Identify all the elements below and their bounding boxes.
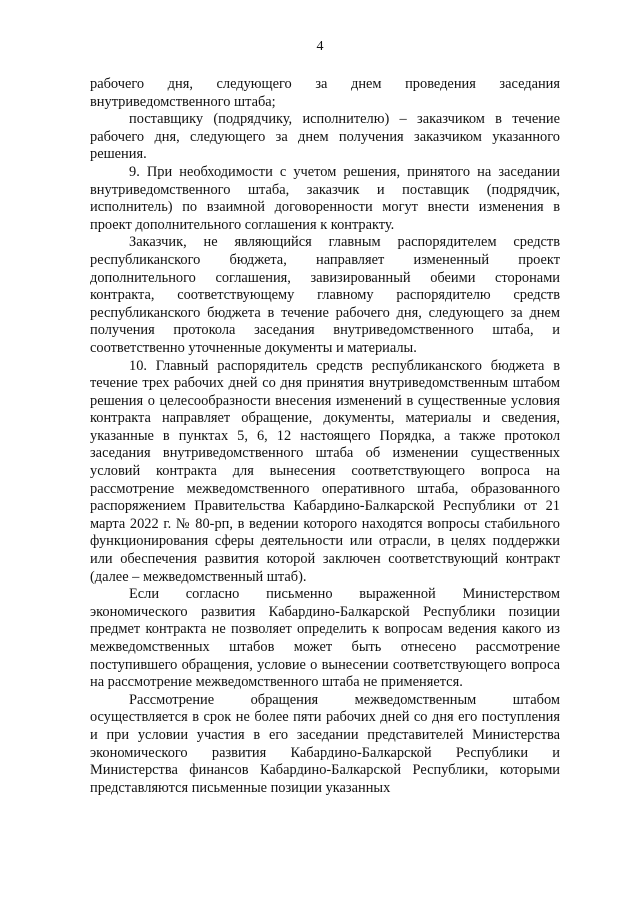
paragraph-customer-submission: Заказчик, не являющийся главным распорядителем средств республиканского бюджета, направляет измененный проект дополнительного соглашения, завизированный обеими сторонами контракта, соответствующему главному распорядителю средств республиканского бюджета в течение рабочего дня, следующего за днем получения протокола заседания внутриведомственного штаба, и соответственно уточненные документы и материалы. xyxy=(90,234,560,356)
paragraph-review-terms: Рассмотрение обращения межведомственным штабом осуществляется в срок не более пяти рабочих дней со дня его поступления и при условии участия в его заседании представителей Министерства экономического развития Кабардино-Балкарской Республики и Министерства финансов Кабардино-Балкарской Республики, которыми представляются письменные позиции указанных xyxy=(90,691,560,796)
paragraph-continuation: рабочего дня, следующего за днем проведения заседания внутриведомственного штаба; xyxy=(90,76,560,110)
paragraph-item-10: 10. Главный распорядитель средств республиканского бюджета в течение трех рабочих дней со дня принятия внутриведомственным штабом решения о целесообразности внесения изменений в существенные условия контракта направляет обращение, документы, материалы и сведения, указанные в пунктах 5, 6, 12 настоящего Порядка, а также протокол заседания внутриведомственного штаба об изменении существенных условий контракта для вынесения соответствующего вопроса на рассмотрение межведомственного оперативного штаба, образованного распоряжением Правительства Кабардино-Балкарской Республики от 21 марта 2022 г. № 80-рп, в ведении которого находятся вопросы стабильного функционирования сферы деятельности или отрасли, в целях поддержки или обеспечения развития которой заключен соответствующий контракт (далее – межведомственный штаб). xyxy=(90,357,560,585)
document-body xyxy=(90,76,560,797)
page-number: 4 xyxy=(316,39,324,54)
paragraph-supplier-notice: поставщику (подрядчику, исполнителю) – заказчиком в течение рабочего дня, следующего за днем получения заказчиком указанного решения. xyxy=(90,111,560,163)
paragraph-ministry-position: Если согласно письменно выраженной Министерством экономического развития Кабардино-Балкарской Республики позиции предмет контракта не позволяет определить к вопросам ведения какого из межведомственных штабов может быть отнесено рассмотрение поступившего обращения, условие о вынесении соответствующего вопроса на рассмотрение межведомственного штаба не применяется. xyxy=(90,586,560,691)
paragraph-item-9: 9. При необходимости с учетом решения, принятого на заседании внутриведомственного штаба, заказчик и поставщик (подрядчик, исполнитель) по взаимной договоренности могут внести изменения в проект дополнительного соглашения к контракту. xyxy=(90,163,560,233)
